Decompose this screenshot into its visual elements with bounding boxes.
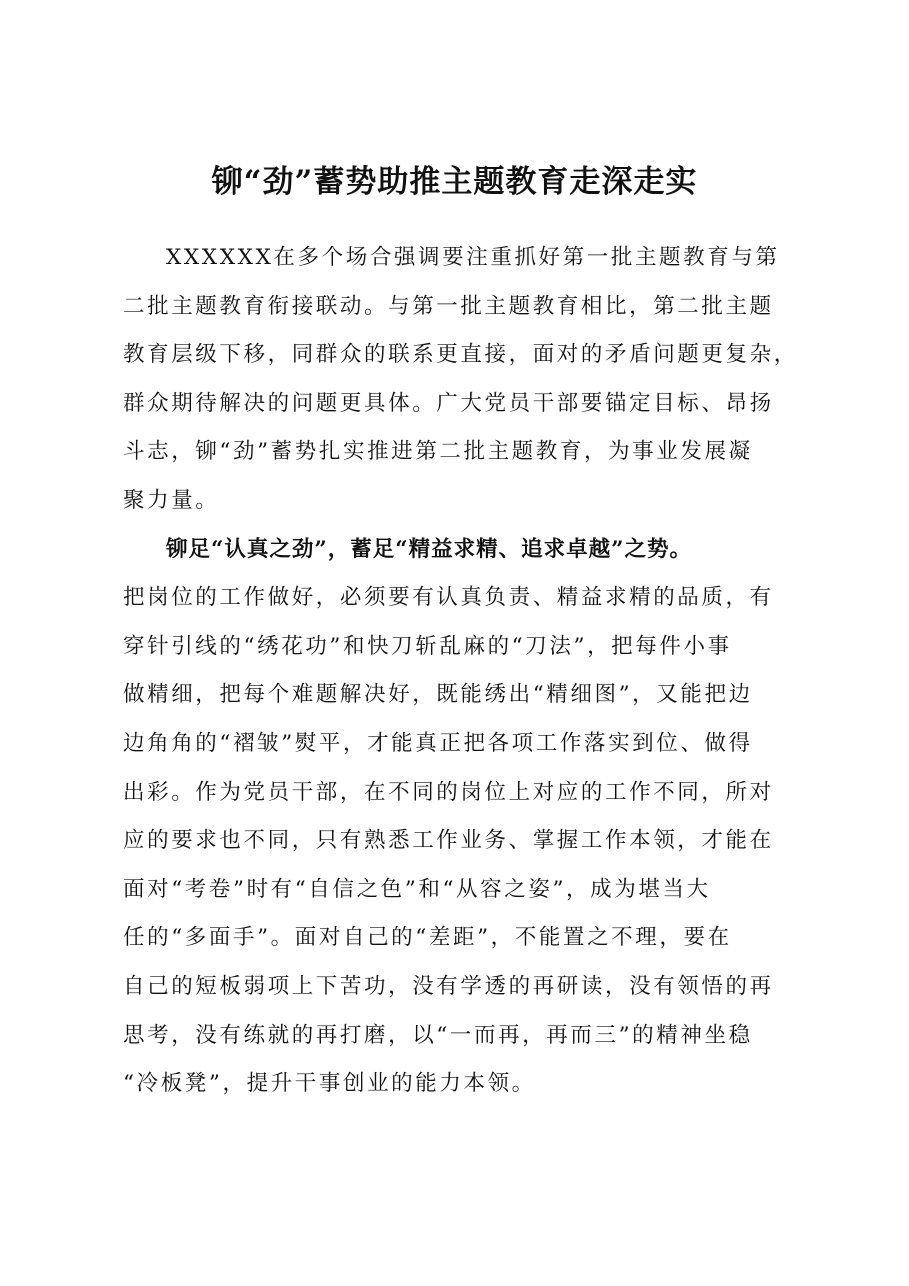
paragraph-intro [123,234,803,526]
paragraph-section-1-text: 把岗位的工作做好，必须要有认真负责、精益求精的品质，有 穿针引线的“绣花功”和快刀斩乱麻的“刀法”，把每件小事 做精细，把每个难题解决好，既能绣出“精细图”，又能把边 边角角的“褶皱”熨平，才能真正把各项工作落实到位、做得 出彩。作为党员干部，在不同的岗位上对应的工作不同，所对 应的要求也不同，只有熟悉工作业务、掌握工作本领，才能在 面对“考卷”时有“自信之色”和“从容之姿”，成为堪当大 任的“多面手”。面对自己的“差距”，不能置之不理，要在 自己的短板弱项上下苦功，没有学透的再研读，没有领悟的再 思考，没有练就的再打磨，以“一而再，再而三”的精神坐稳 “冷板凳”，提升干事创业的能力本领。 [123,585,774,1097]
section-1-heading: 铆足“认真之劲”，蓄足“精益求精、追求卓越”之势。 [166,536,692,562]
document-title: 铆“劲”蓄势助推主题教育走深走实 [211,164,698,200]
document-body [123,234,803,1109]
paragraph-intro-text: XXXXXX在多个场合强调要注重抓好第一批主题教育与第 二批主题教育衔接联动。与第一批主题教育相比，第二批主题 教育层级下移，同群众的联系更直接，面对的矛盾问题更复杂， 群众期待解决的问题更具体。广大党员干部要锚定目标、昂扬 斗志，铆“劲”蓄势扎实推进第二批主题教育，为事业发展凝 聚力量。 [123,245,798,513]
paragraph-section-1 [123,526,803,1109]
